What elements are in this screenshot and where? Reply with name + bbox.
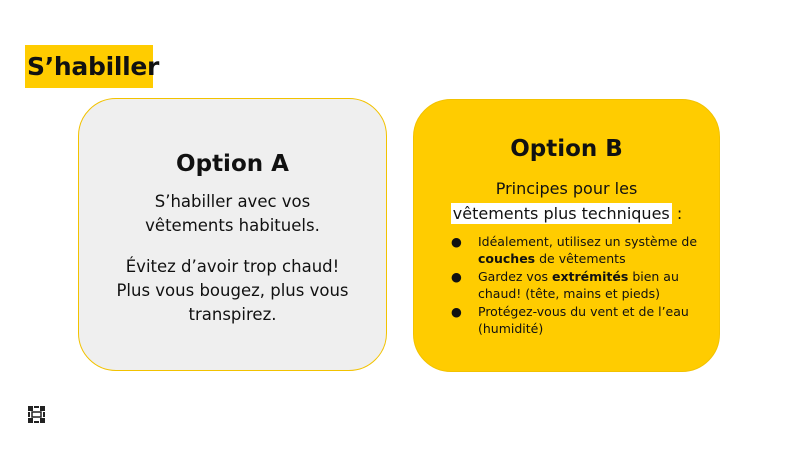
- option-a-line: S’habiller avec vos: [154, 192, 311, 211]
- bullet-text: Protégez-vous du vent et de l’eau (humidité): [478, 304, 689, 336]
- option-a-paragraph-2: [79, 255, 386, 327]
- option-a-heading: Option A: [176, 151, 289, 177]
- page-title: S’habiller: [25, 45, 153, 88]
- option-a-line: transpirez.: [188, 305, 277, 324]
- grid-logo-icon: [28, 406, 45, 423]
- option-a-line: Plus vous bougez, plus vous: [116, 281, 349, 300]
- option-a-line: vêtements habituels.: [145, 216, 320, 235]
- list-item: [451, 303, 711, 337]
- bullet-icon: ●: [451, 269, 462, 284]
- option-b-card: [413, 99, 720, 372]
- option-a-card: [78, 98, 387, 371]
- option-a-line: Évitez d’avoir trop chaud!: [125, 257, 340, 276]
- bullet-text: bien au chaud! (tête, mains et pieds): [478, 269, 679, 301]
- bullet-icon: ●: [451, 234, 462, 249]
- list-item: [451, 268, 711, 302]
- option-b-subtitle-line: Principes pour les: [495, 179, 638, 198]
- bullet-bold-text: extrémités: [551, 269, 629, 284]
- list-item: [451, 233, 711, 267]
- bullet-list: [451, 233, 711, 338]
- bullet-bold-text: couches: [478, 251, 536, 266]
- option-b-subtitle-line: [414, 201, 719, 226]
- option-b-subtitle: [414, 176, 719, 226]
- bullet-icon: ●: [451, 304, 462, 319]
- bullet-text: Gardez vos: [478, 269, 552, 284]
- bullet-text: de vêtements: [535, 251, 626, 266]
- option-b-heading: Option B: [510, 136, 623, 162]
- bullet-text: Idéalement, utilisez un système de: [478, 234, 698, 249]
- highlighted-phrase: vêtements plus techniques: [452, 204, 670, 223]
- subtitle-tail: :: [671, 204, 683, 223]
- option-a-paragraph-1: [79, 190, 386, 238]
